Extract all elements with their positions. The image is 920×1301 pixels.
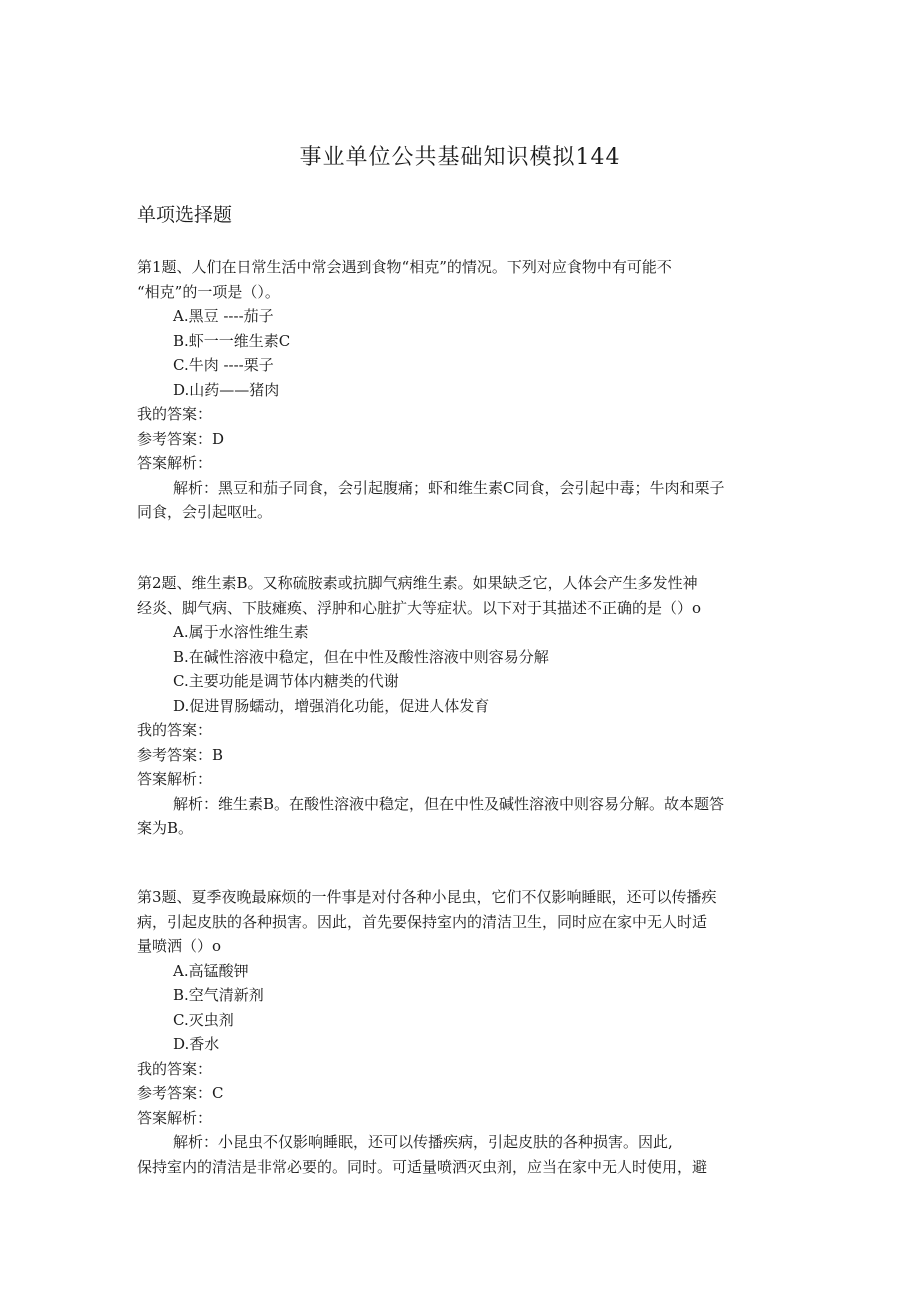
option-a: A.属于水溶性维生素 bbox=[173, 623, 309, 641]
option-a: A.黑豆 ----茄子 bbox=[173, 307, 274, 325]
option-c: C.主要功能是调节体内糖类的代谢 bbox=[173, 672, 399, 690]
option-c: C.牛肉 ----栗子 bbox=[173, 356, 274, 374]
explanation-text: 解析：小昆虫不仅影响睡眠，还可以传播疾病，引起皮肤的各种损害。因此, 保持室内的清洁是非常必要的。同时。可适量喷洒灭虫剂，应当在家中无人时使用，避 bbox=[137, 1133, 708, 1176]
question-block bbox=[137, 885, 797, 1179]
my-answer-label: 我的答案： bbox=[137, 1059, 213, 1078]
explanation-label: 答案解析： bbox=[137, 770, 213, 788]
explanation-text: 解析：维生素B。在酸性溶液中稳定，但在中性及碱性溶液中则容易分解。故本题答 案为B。 bbox=[137, 794, 725, 837]
option-b: B.空气清新剂 bbox=[173, 986, 264, 1004]
reference-answer: 参考答案：D bbox=[137, 429, 225, 448]
question-block bbox=[137, 571, 797, 841]
explanation-label: 答案解析： bbox=[137, 454, 213, 472]
my-answer-label: 我的答案： bbox=[137, 405, 213, 423]
question-stem: 第3题、夏季夜晚最麻烦的一件事是对付各种小昆虫，它们不仅影响睡眠，还可以传播疾 病，引起皮肤的各种损害。因此，首先要保持室内的清洁卫生，同时应在家中无人时适 量喷洒（）o bbox=[137, 888, 717, 955]
my-answer-label: 我的答案： bbox=[137, 721, 213, 739]
option-b: B.虾一一维生素C bbox=[173, 331, 291, 350]
section-title: 单项选择题 bbox=[137, 204, 233, 226]
explanation-text: 解析：黑豆和茄子同食，会引起腹痛；虾和维生素C同食，会引起中毒；牛肉和栗子 同食，会引起呕吐。 bbox=[137, 478, 725, 521]
option-a: A.高锰酸钾 bbox=[173, 961, 249, 980]
question-block bbox=[137, 255, 797, 525]
option-d: D.山药——猪肉 bbox=[173, 380, 280, 399]
reference-answer: 参考答案：C bbox=[137, 1084, 224, 1102]
option-d: D.香水 bbox=[173, 1035, 220, 1053]
document-title: 事业单位公共基础知识模拟144 bbox=[299, 145, 621, 170]
question-stem: 第2题、维生素B。又称硫胺素或抗脚气病维生素。如果缺乏它，人体会产生多发性神 经炎、脚气病、下肢瘫痪、浮肿和心脏扩大等症状。以下对于其描述不正确的是（）o bbox=[137, 574, 702, 617]
explanation-label: 答案解析： bbox=[137, 1108, 213, 1127]
reference-answer: 参考答案：B bbox=[137, 745, 224, 764]
option-b: B.在碱性溶液中稳定，但在中性及酸性溶液中则容易分解 bbox=[173, 647, 549, 666]
option-c: C.灭虫剂 bbox=[173, 1010, 234, 1029]
question-stem: 第1题、人们在日常生活中常会遇到食物“相克”的情况。下列对应食物中有可能不 “相克”的一项是（）。 bbox=[137, 258, 672, 301]
option-d: D.促进胃肠蠕动，增强消化功能，促进人体发育 bbox=[173, 696, 490, 715]
